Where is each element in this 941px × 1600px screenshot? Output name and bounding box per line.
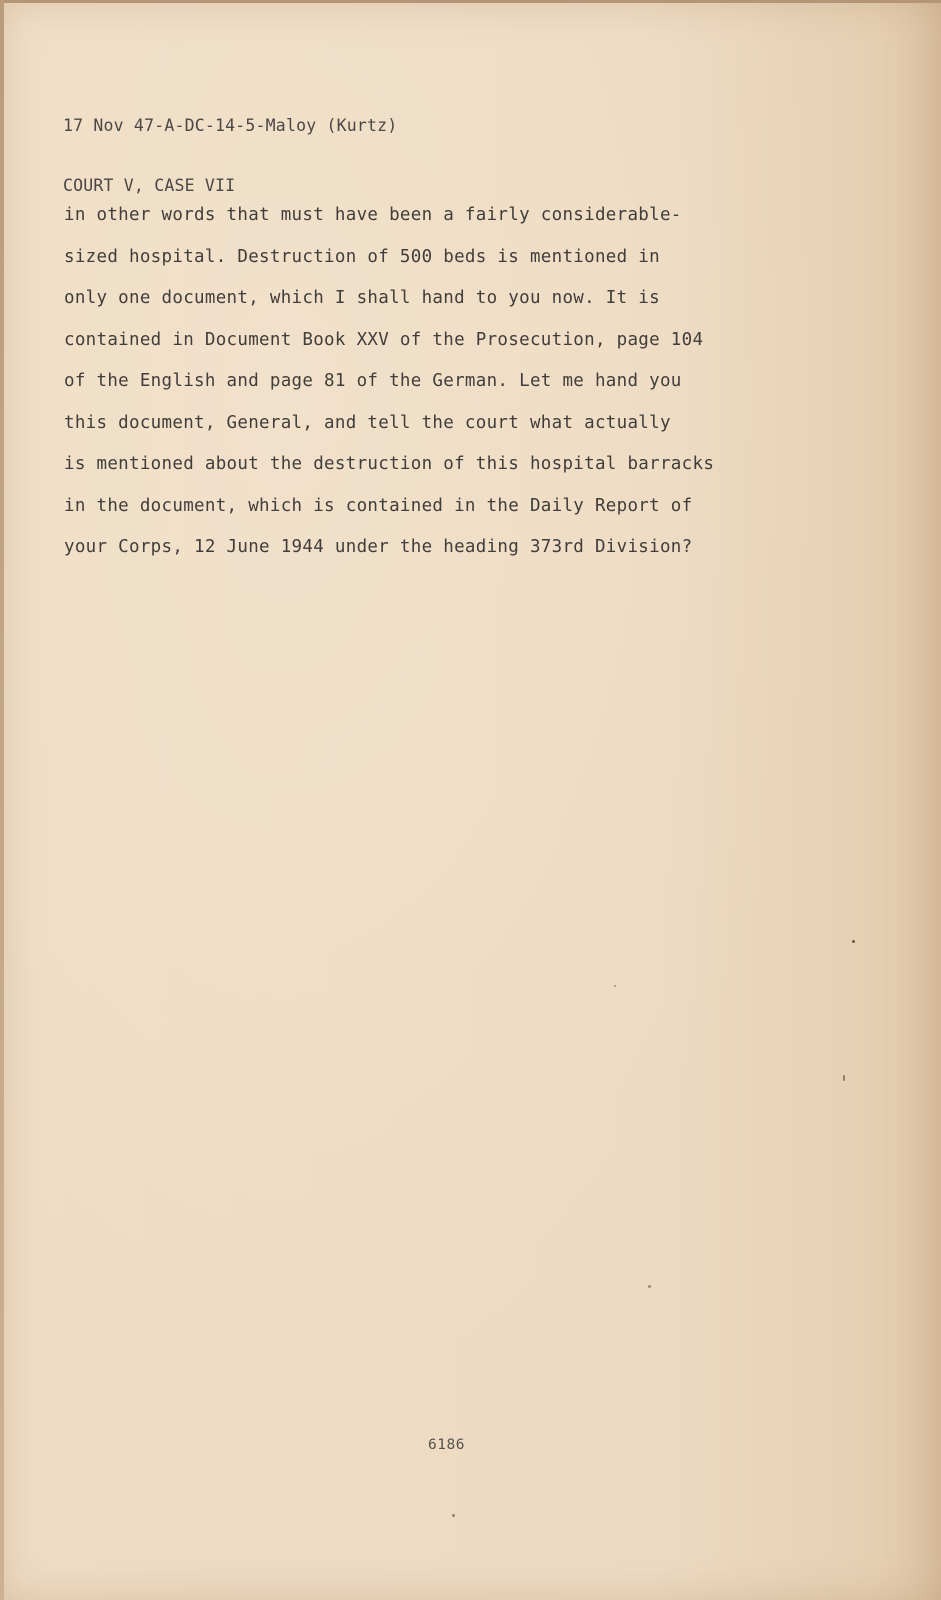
header-reference-line: 17 Nov 47-A-DC-14-5-Maloy (Kurtz) xyxy=(63,116,398,135)
body-line: in the document, which is contained in the Daily Report of xyxy=(64,495,693,516)
paper-speck xyxy=(452,1514,455,1517)
page-left-edge xyxy=(0,0,4,1600)
paper-speck xyxy=(852,940,855,943)
body-line: sized hospital. Destruction of 500 beds is mentioned in xyxy=(64,246,660,267)
body-line: in other words that must have been a fairly considerable- xyxy=(64,205,682,225)
paper-speck xyxy=(614,985,616,987)
body-line: of the English and page 81 of the German. Let me hand you xyxy=(64,371,682,391)
body-line: contained in Document Book XXV of the Prosecution, page 104 xyxy=(64,329,704,350)
paper-speck xyxy=(843,1075,845,1081)
body-line: is mentioned about the destruction of this hospital barracks xyxy=(64,454,715,474)
transcript-body xyxy=(64,195,824,569)
body-line: only one document, which I shall hand to you now. It is xyxy=(64,288,660,308)
page-number: 6186 xyxy=(428,1437,465,1453)
body-line: this document, General, and tell the court what actually xyxy=(64,412,671,433)
header-court-line: COURT V, CASE VII xyxy=(63,176,236,195)
page-top-edge xyxy=(0,0,941,3)
paper-speck xyxy=(648,1285,651,1288)
body-line: your Corps, 12 June 1944 under the heading 373rd Division? xyxy=(64,537,693,557)
